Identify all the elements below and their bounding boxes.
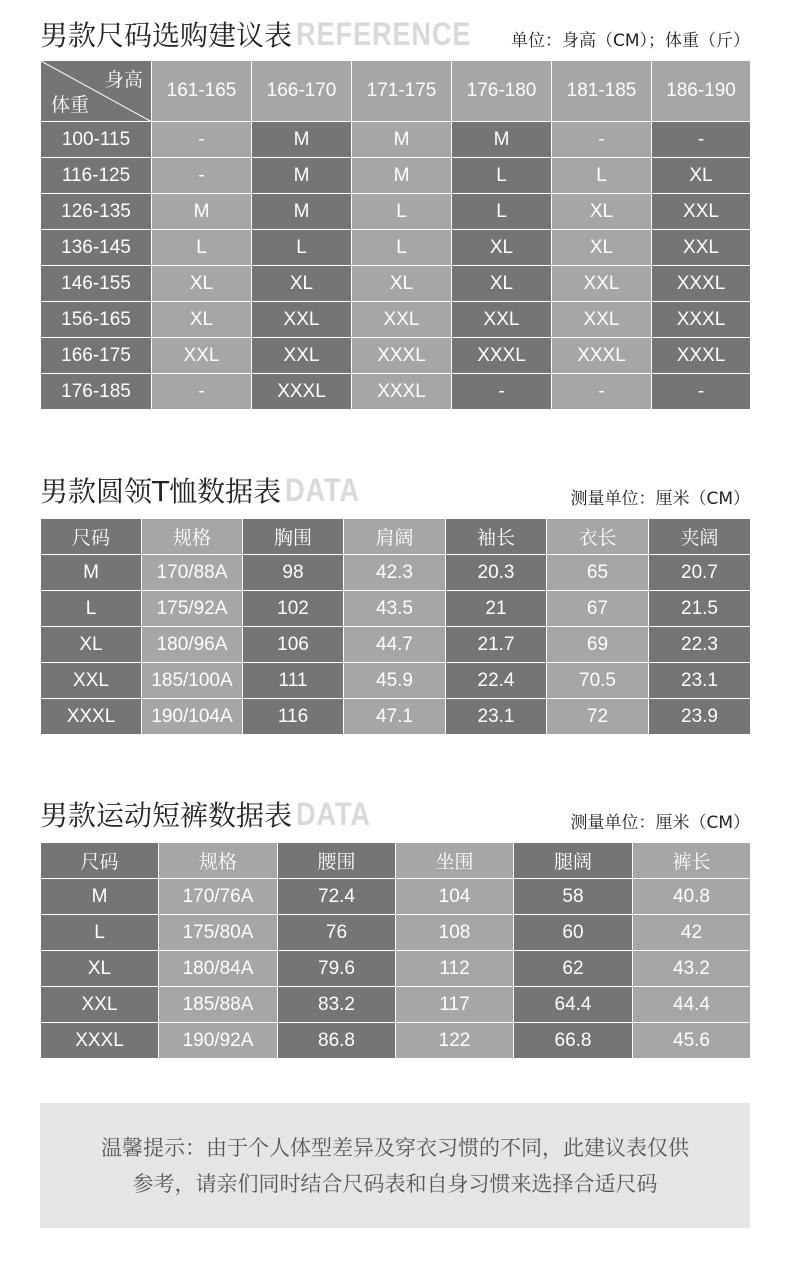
height-header-4: 181-185 [552,61,652,122]
shorts-cell: XXXL [41,1023,159,1059]
shorts-title [40,794,384,834]
shorts-cell: 175/80A [159,915,278,951]
table-row [41,1023,751,1059]
table-row [41,915,751,951]
weight-cell: 100-115 [41,122,152,158]
size-reference-header-row [41,61,751,122]
weight-cell: 126-135 [41,194,152,230]
tshirt-cell: 170/88A [142,555,243,591]
tshirt-cell: L [41,591,142,627]
size-cell: M [452,122,552,158]
size-cell: M [252,122,352,158]
tshirt-cell: 116 [243,699,344,735]
table-row [41,879,751,915]
shorts-unit: 测量单位：厘米（CM） [570,813,750,833]
shorts-header-5: 裤长 [633,843,751,879]
shorts-cell: 79.6 [278,951,396,987]
size-reference-title-en: REFERENCE [296,15,472,52]
tshirt-cell: 111 [243,663,344,699]
tshirt-cell: 185/100A [142,663,243,699]
table-row [41,591,751,627]
size-cell: M [252,194,352,230]
size-cell: M [352,122,452,158]
tshirt-cell: XXXL [41,699,142,735]
table-row [41,338,751,374]
shorts-title-en: DATA [296,795,371,832]
shorts-title-cn: 男款运动短裤数据表 [40,799,293,832]
shorts-header-4: 腿阔 [514,843,633,879]
tshirt-cell: 22.3 [649,627,751,663]
size-cell: M [152,194,252,230]
tshirt-cell: M [41,555,142,591]
tshirt-header-5: 衣长 [547,519,649,555]
table-row [41,951,751,987]
table-row [41,555,751,591]
tshirt-header-0: 尺码 [41,519,142,555]
shorts-cell: 112 [396,951,514,987]
weight-cell: 176-185 [41,374,152,410]
size-cell: XL [252,266,352,302]
shorts-cell: 170/76A [159,879,278,915]
size-cell: XXXL [652,266,751,302]
tshirt-cell: 21.7 [446,627,547,663]
shorts-cell: M [41,879,159,915]
tshirt-cell: 98 [243,555,344,591]
size-cell: M [352,158,452,194]
weight-cell: 146-155 [41,266,152,302]
tshirt-cell: 43.5 [344,591,446,627]
table-row [41,194,751,230]
tshirt-header-3: 肩阔 [344,519,446,555]
tshirt-cell: 67 [547,591,649,627]
shorts-header-row [41,843,751,879]
tshirt-cell: 70.5 [547,663,649,699]
tshirt-cell: 42.3 [344,555,446,591]
tshirt-cell: XXL [41,663,142,699]
shorts-cell: 60 [514,915,633,951]
shorts-cell: 83.2 [278,987,396,1023]
table-row [41,374,751,410]
shorts-header-1: 规格 [159,843,278,879]
size-cell: XXL [252,338,352,374]
tshirt-cell: 21 [446,591,547,627]
tshirt-cell: XL [41,627,142,663]
size-cell: XXL [552,302,652,338]
tshirt-cell: 102 [243,591,344,627]
weight-cell: 116-125 [41,158,152,194]
shorts-cell: 64.4 [514,987,633,1023]
shorts-header-0: 尺码 [41,843,159,879]
size-cell: XXL [652,230,751,266]
tshirt-cell: 190/104A [142,699,243,735]
tshirt-cell: 23.1 [446,699,547,735]
size-cell: XXL [652,194,751,230]
tshirt-header-4: 袖长 [446,519,547,555]
shorts-cell: L [41,915,159,951]
size-cell: XXL [552,266,652,302]
tshirt-header-2: 胸围 [243,519,344,555]
size-cell: XL [452,230,552,266]
size-cell: - [552,374,652,410]
tshirt-cell: 175/92A [142,591,243,627]
size-cell: XXL [252,302,352,338]
shorts-cell: 190/92A [159,1023,278,1059]
table-row [41,699,751,735]
tshirt-cell: 21.5 [649,591,751,627]
size-cell: - [652,374,751,410]
shorts-cell: 40.8 [633,879,751,915]
size-cell: XXXL [452,338,552,374]
size-cell: L [452,194,552,230]
corner-label-height: 身高 [104,69,143,91]
size-cell: - [652,122,751,158]
size-cell: XXXL [352,374,452,410]
size-cell: L [452,158,552,194]
height-header-5: 186-190 [652,61,751,122]
shorts-header-2: 腰围 [278,843,396,879]
tshirt-cell: 72 [547,699,649,735]
size-cell: XXXL [652,302,751,338]
size-cell: XL [552,230,652,266]
size-cell: L [352,194,452,230]
size-cell: XXL [452,302,552,338]
tip-line-1: 温馨提示：由于个人体型差异及穿衣习惯的不同，此建议表仅供 [101,1135,689,1160]
tshirt-header-1: 规格 [142,519,243,555]
size-cell: XL [152,266,252,302]
tip-line-2: 参考，请亲们同时结合尺码表和自身习惯来选择合适尺码 [132,1171,658,1196]
tshirt-cell: 23.9 [649,699,751,735]
height-header-0: 161-165 [152,61,252,122]
table-row [41,266,751,302]
size-cell: XL [152,302,252,338]
size-cell: L [552,158,652,194]
table-row [41,627,751,663]
size-cell: - [152,122,252,158]
shorts-cell: 66.8 [514,1023,633,1059]
size-cell: XL [552,194,652,230]
size-reference-title [40,14,502,54]
shorts-cell: 44.4 [633,987,751,1023]
size-cell: XXXL [652,338,751,374]
shorts-cell: 185/88A [159,987,278,1023]
shorts-cell: 45.6 [633,1023,751,1059]
table-row [41,122,751,158]
tshirt-title-cn: 男款圆领T恤数据表 [40,475,282,508]
size-cell: - [552,122,652,158]
shorts-cell: 108 [396,915,514,951]
table-row [41,158,751,194]
size-cell: XL [452,266,552,302]
tshirt-cell: 180/96A [142,627,243,663]
size-cell: L [252,230,352,266]
size-cell: XL [652,158,751,194]
tshirt-cell: 22.4 [446,663,547,699]
shorts-cell: XL [41,951,159,987]
tshirt-cell: 65 [547,555,649,591]
shorts-cell: 62 [514,951,633,987]
tshirt-title [40,470,373,510]
shorts-cell: 86.8 [278,1023,396,1059]
size-cell: XXL [352,302,452,338]
size-reference-title-cn: 男款尺码选购建议表 [40,19,293,52]
tshirt-cell: 106 [243,627,344,663]
tip-box [40,1103,750,1228]
tshirt-cell: 23.1 [649,663,751,699]
size-cell: - [452,374,552,410]
table-row [41,230,751,266]
size-cell: - [152,158,252,194]
tshirt-cell: 47.1 [344,699,446,735]
shorts-cell: 72.4 [278,879,396,915]
tshirt-cell: 69 [547,627,649,663]
tshirt-title-en: DATA [285,471,361,508]
table-row [41,302,751,338]
size-reference-table [40,60,751,410]
height-header-2: 171-175 [352,61,452,122]
corner-label-weight: 体重 [51,94,90,116]
table-row [41,987,751,1023]
height-header-3: 176-180 [452,61,552,122]
shorts-cell: 43.2 [633,951,751,987]
table-row [41,663,751,699]
size-cell: XXL [152,338,252,374]
shorts-cell: 76 [278,915,396,951]
tshirt-cell: 20.7 [649,555,751,591]
shorts-cell: 180/84A [159,951,278,987]
tshirt-table [40,518,751,735]
size-cell: M [252,158,352,194]
shorts-cell: 104 [396,879,514,915]
height-header-1: 166-170 [252,61,352,122]
size-reference-unit: 单位：身高（CM）；体重（斤） [510,31,750,51]
tshirt-header-6: 夹阔 [649,519,751,555]
tshirt-cell: 45.9 [344,663,446,699]
weight-cell: 166-175 [41,338,152,374]
size-cell: XXXL [252,374,352,410]
tshirt-cell: 20.3 [446,555,547,591]
tshirt-header-row [41,519,751,555]
shorts-cell: 58 [514,879,633,915]
size-cell: L [152,230,252,266]
size-cell: XXXL [352,338,452,374]
weight-cell: 136-145 [41,230,152,266]
size-cell: - [152,374,252,410]
shorts-cell: 117 [396,987,514,1023]
shorts-cell: XXL [41,987,159,1023]
corner-cell [41,61,152,122]
shorts-cell: 42 [633,915,751,951]
shorts-table [40,842,751,1059]
tshirt-cell: 44.7 [344,627,446,663]
tshirt-unit: 测量单位：厘米（CM） [570,489,750,509]
size-cell: XL [352,266,452,302]
size-cell: XXXL [552,338,652,374]
size-cell: L [352,230,452,266]
shorts-cell: 122 [396,1023,514,1059]
shorts-header-3: 坐围 [396,843,514,879]
weight-cell: 156-165 [41,302,152,338]
